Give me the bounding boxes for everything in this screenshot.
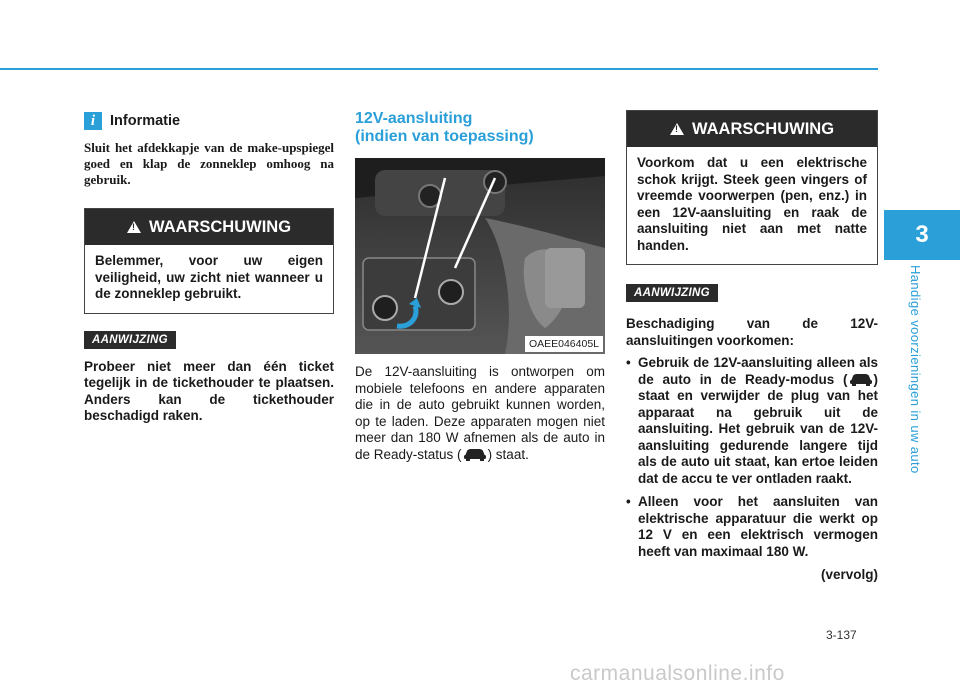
chapter-number: 3 bbox=[915, 221, 929, 248]
info-body: Sluit het afdekkapje van de make-upspiegel goed en klap de zonneklep omhoog na gebruik. bbox=[84, 140, 334, 187]
bullet-text: Gebruik de 12V-aansluiting alleen als de auto in de Ready-modus ( bbox=[638, 355, 878, 387]
page-number: 3-137 bbox=[826, 628, 857, 642]
console-illustration bbox=[355, 158, 605, 354]
warning-box-outlet bbox=[626, 110, 878, 265]
column-right bbox=[626, 110, 878, 584]
notice-ticket bbox=[84, 330, 334, 425]
warning-body: Belemmer, voor uw eigen veiligheid, uw zicht niet wanneer u de zonneklep gebruikt. bbox=[95, 253, 323, 301]
warning-body: Voorkom dat u een elektrische schok krijgt. Steek geen vingers of vreemde voorwerpen (pen, enz.) in een 12V-aansluiting en raak de aansluiting niet aan met natte handen. bbox=[637, 155, 867, 253]
section-title bbox=[355, 110, 605, 146]
section-body-end: ) staat. bbox=[487, 446, 529, 462]
notice-body: Probeer niet meer dan één ticket tegelijk in de tickethouder te plaatsen. Anders kan de tickethouder beschadigd raken. bbox=[84, 358, 334, 423]
notice-badge: AANWIJZING bbox=[626, 284, 718, 302]
section-title-line1: 12V-aansluiting bbox=[355, 110, 473, 127]
notice-outlet bbox=[626, 283, 878, 584]
warning-triangle-icon bbox=[670, 123, 684, 135]
notice-badge: AANWIJZING bbox=[84, 331, 176, 349]
chapter-title: Handige voorzieningen in uw auto bbox=[908, 265, 923, 474]
chapter-tab bbox=[884, 210, 960, 260]
info-icon: i bbox=[84, 112, 102, 130]
ready-car-icon bbox=[462, 447, 488, 461]
watermark: carmanualsonline.info bbox=[570, 662, 785, 685]
bullet-item bbox=[626, 355, 878, 487]
section-title-line2: (indien van toepassing) bbox=[355, 128, 534, 145]
info-title: Informatie bbox=[110, 113, 181, 129]
section-body bbox=[355, 364, 605, 463]
column-middle bbox=[355, 110, 605, 463]
section-body-text: De 12V-aansluiting is ontworpen om mobiele telefoons en andere apparaten die in de auto gebruikt kunnen worden, op te laden. Deze apparaten mogen niet meer dan 180 W afnemen als de auto in de Ready-status ( bbox=[355, 364, 605, 462]
ready-car-icon bbox=[848, 372, 874, 386]
notice-intro: Beschadiging van de 12V-aansluitingen voorkomen: bbox=[626, 316, 878, 348]
warning-title: WAARSCHUWING bbox=[691, 119, 835, 138]
bullet-item: • Alleen voor het aansluiten van elektrische apparatuur die werkt op 12 V en een elektrisch vermogen heeft van maximaal 180 W. bbox=[626, 494, 878, 560]
warning-box-sunvisor bbox=[84, 208, 334, 314]
warning-header bbox=[627, 111, 877, 147]
warning-title: WAARSCHUWING bbox=[148, 217, 292, 236]
info-heading bbox=[84, 112, 334, 130]
column-left bbox=[84, 112, 334, 425]
bullet-text-end: ) staat en verwijder de plug van het apparaat na gebruik uit de aansluiting. Het gebruik van de 12V-aansluiting gedurende langere tijd als de auto uit staat, kan ertoe leiden dat de accu te ver ontladen raakt. bbox=[638, 371, 878, 486]
image-code: OAEE046405L bbox=[525, 336, 603, 352]
power-outlet-photo bbox=[355, 158, 605, 354]
notice-bullets bbox=[626, 355, 878, 560]
warning-header bbox=[85, 209, 333, 245]
header-rule bbox=[0, 68, 878, 70]
continued-label: (vervolg) bbox=[820, 567, 878, 582]
warning-triangle-icon bbox=[127, 221, 141, 233]
